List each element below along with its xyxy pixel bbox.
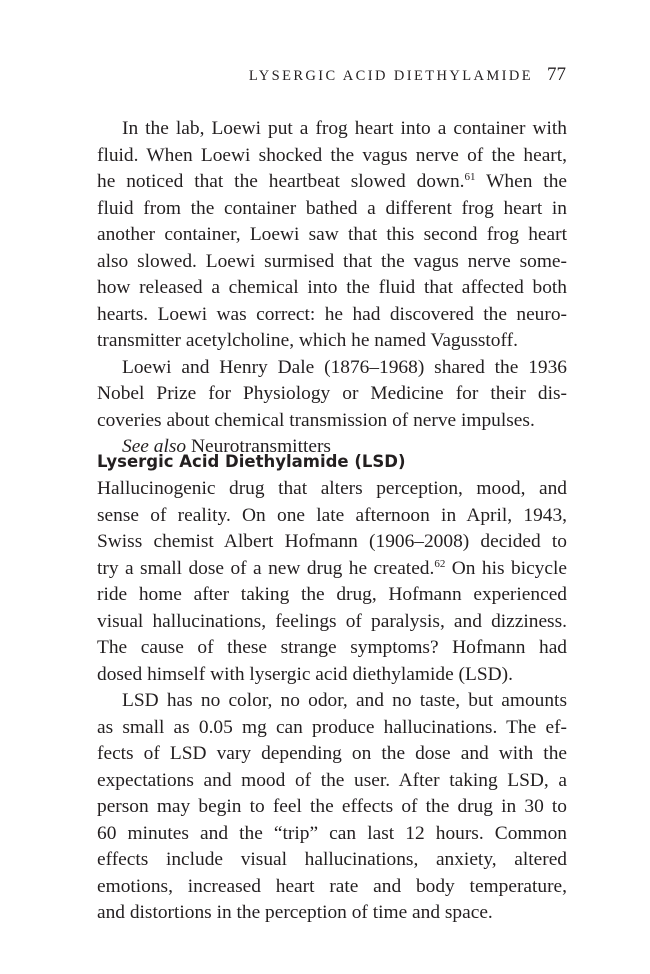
text-line: Hallucinogenic drug that alters perception, mood, and bbox=[97, 478, 567, 499]
text-line: ride home after taking the drug, Hofmann experienced bbox=[97, 584, 567, 605]
text-line: effects include visual hallucinations, anxiety, altered bbox=[97, 849, 567, 870]
text-line: The cause of these strange symptoms? Hofmann had bbox=[97, 637, 567, 658]
text-line: sense of reality. On one late afternoon in April, 1943, bbox=[97, 504, 567, 526]
text-line: LSD has no color, no odor, and no taste, but amounts bbox=[122, 690, 567, 711]
text-line: try a small dose of a new drug he created.$^{62}$ On his bicycle bbox=[97, 557, 567, 579]
text-line: as small as 0.05 mg can produce hallucinations. The ef- bbox=[97, 716, 567, 738]
text-line: expectations and mood of the user. After taking LSD, a bbox=[97, 769, 567, 791]
lsd-entry-text bbox=[97, 476, 567, 927]
footnote-ref-62[interactable]: 62 bbox=[434, 557, 446, 570]
text-line: visual hallucinations, feelings of paralysis, and dizziness. bbox=[97, 610, 567, 632]
text-line: 60 minutes and the “trip” can last 12 hours. Common bbox=[97, 822, 567, 844]
text-line: fluid. When Loewi shocked the vagus nerve of the heart, bbox=[97, 144, 567, 166]
text-line: emotions, increased heart rate and body temperature, bbox=[97, 875, 567, 897]
text-line: another container, Loewi saw that this second frog heart bbox=[97, 224, 567, 245]
text-line: transmitter acetylcholine, which he named Vagusstoff. bbox=[97, 330, 518, 351]
loewi-entry-text bbox=[97, 116, 567, 461]
text-line: also slowed. Loewi surmised that the vagus nerve some- bbox=[97, 250, 567, 272]
footnote-ref-61[interactable]: 61 bbox=[464, 171, 476, 183]
text-line: person may begin to feel the effects of the drug in 30 to bbox=[97, 796, 567, 817]
text-line: hearts. Loewi was correct: he had discovered the neuro- bbox=[97, 303, 567, 325]
text-line: coveries about chemical transmission of nerve impulses. bbox=[97, 409, 535, 431]
running-head bbox=[249, 64, 566, 86]
entry-heading: Lysergic Acid Diethylamide (LSD) bbox=[97, 452, 406, 471]
text-line: Loewi and Henry Dale (1876–1968) shared the 1936 bbox=[122, 356, 567, 378]
text-line: dosed himself with lysergic acid diethylamide (LSD). bbox=[97, 663, 513, 685]
text-line: In the lab, Loewi put a frog heart into a container with bbox=[122, 118, 567, 139]
text-line: fects of LSD vary depending on the dose and with the bbox=[97, 743, 567, 764]
see-also-link[interactable]: Neurotransmitters bbox=[190, 436, 331, 457]
see-also-label: See also bbox=[122, 436, 187, 457]
running-head-title: LYSERGIC ACID DIETHYLAMIDE bbox=[248, 68, 533, 84]
text-line: and distortions in the perception of time and space. bbox=[97, 902, 493, 923]
text-line: fluid from the container bathed a different frog heart in bbox=[97, 197, 567, 219]
text-line: Swiss chemist Albert Hofmann (1906–2008) decided to bbox=[97, 531, 567, 552]
text-line: how released a chemical into the fluid that affected both bbox=[97, 277, 567, 298]
page-number: 77 bbox=[547, 64, 566, 85]
text-line: Nobel Prize for Physiology or Medicine for their dis- bbox=[97, 383, 567, 404]
text-line: he noticed that the heartbeat slowed down.$^{61}$ When the bbox=[97, 171, 567, 192]
